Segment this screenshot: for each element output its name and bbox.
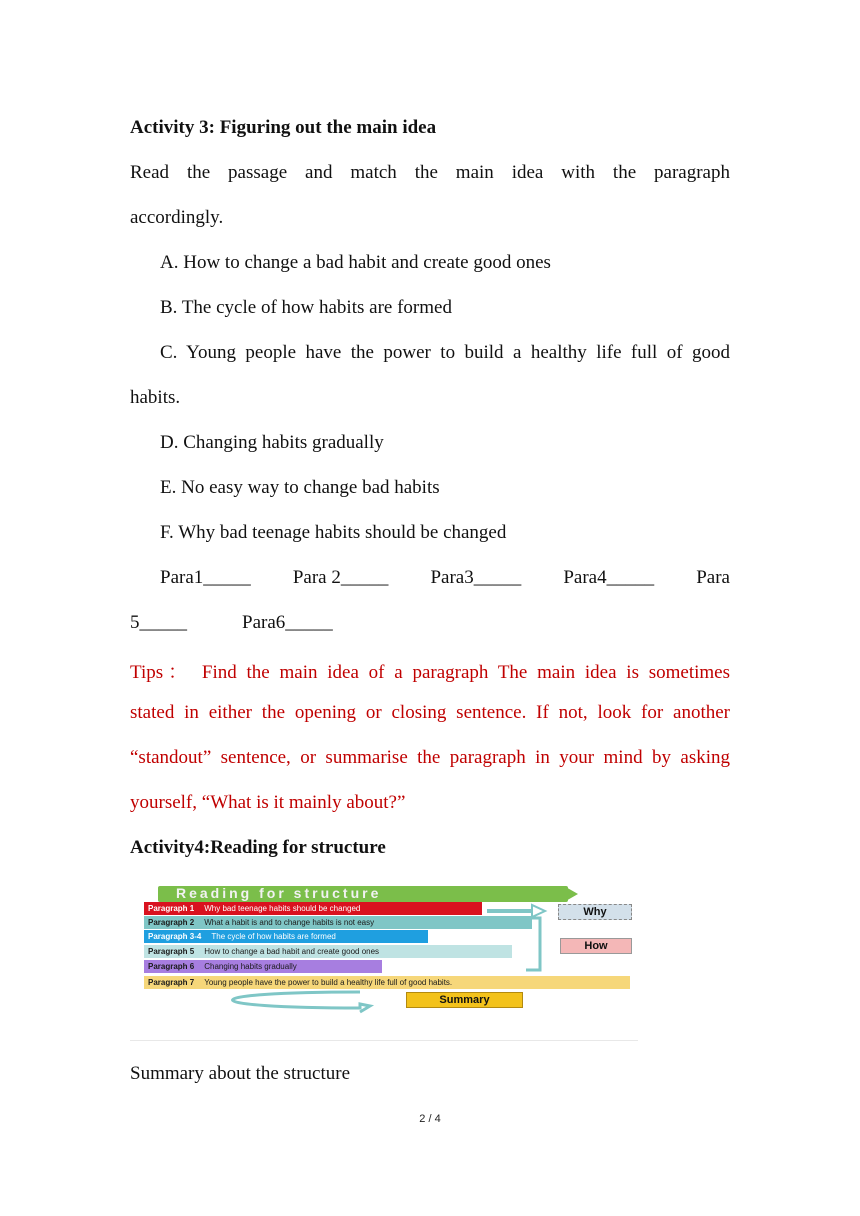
para4-blank: Para4_____ xyxy=(563,567,655,588)
option-f: F. Why bad teenage habits should be changed xyxy=(160,522,507,543)
activity3-heading: Activity 3: Figuring out the main idea xyxy=(130,117,437,138)
summary-box: Summary xyxy=(406,992,523,1008)
figure-bottom-rule xyxy=(130,1040,638,1041)
para-blanks-row xyxy=(160,567,730,589)
option-e: E. No easy way to change bad habits xyxy=(160,477,440,498)
instruction-line2: accordingly. xyxy=(130,207,224,228)
option-c-line1: C. Young people have the power to build a healthy life full of good xyxy=(160,342,730,363)
para5-blank-start: Para xyxy=(696,567,730,588)
figure-row-3: Paragraph 3-4 The cycle of how habits are formed xyxy=(144,930,428,943)
para5-blank-end: 5_____ xyxy=(130,612,187,633)
tips-line3: “standout” sentence, or summarise the paragraph in your mind by asking xyxy=(130,747,730,768)
figure-row-2: Paragraph 2 What a habit is and to change habits is not easy xyxy=(144,916,532,929)
option-b: B. The cycle of how habits are formed xyxy=(160,297,452,318)
tips-line4: yourself, “What is it mainly about?” xyxy=(130,792,406,813)
para2-blank: Para 2_____ xyxy=(292,567,389,588)
option-d: D. Changing habits gradually xyxy=(160,432,384,453)
option-c-line2: habits. xyxy=(130,387,181,408)
figure-row-4: Paragraph 5 How to change a bad habit and create good ones xyxy=(144,945,512,958)
option-a: A. How to change a bad habit and create good ones xyxy=(160,252,551,273)
figure-row-1: Paragraph 1 Why bad teenage habits should be changed xyxy=(144,902,482,915)
tips-line2: stated in either the opening or closing sentence. If not, look for another xyxy=(130,702,730,723)
para6-blank: Para6_____ xyxy=(242,612,333,633)
para1-blank: Para1_____ xyxy=(160,567,251,588)
why-box: Why xyxy=(558,904,632,920)
figure-banner-title: Reading for structure xyxy=(176,885,382,901)
page-number: 2 / 4 xyxy=(419,1113,441,1125)
instruction-line1: Read the passage and match the main idea with the paragraph xyxy=(130,162,730,183)
summary-caption: Summary about the structure xyxy=(130,1063,351,1084)
reading-structure-figure xyxy=(130,880,638,1040)
tips-line1: Tips： Find the main idea of a paragraph The main idea is sometimes xyxy=(130,662,730,683)
activity4-heading: Activity4:Reading for structure xyxy=(130,837,386,858)
figure-row-5: Paragraph 6 Changing habits gradually xyxy=(144,960,382,973)
figure-row-6: Paragraph 7 Young people have the power to build a healthy life full of good habits. xyxy=(144,976,630,989)
para3-blank: Para3_____ xyxy=(430,567,522,588)
how-box: How xyxy=(560,938,632,954)
